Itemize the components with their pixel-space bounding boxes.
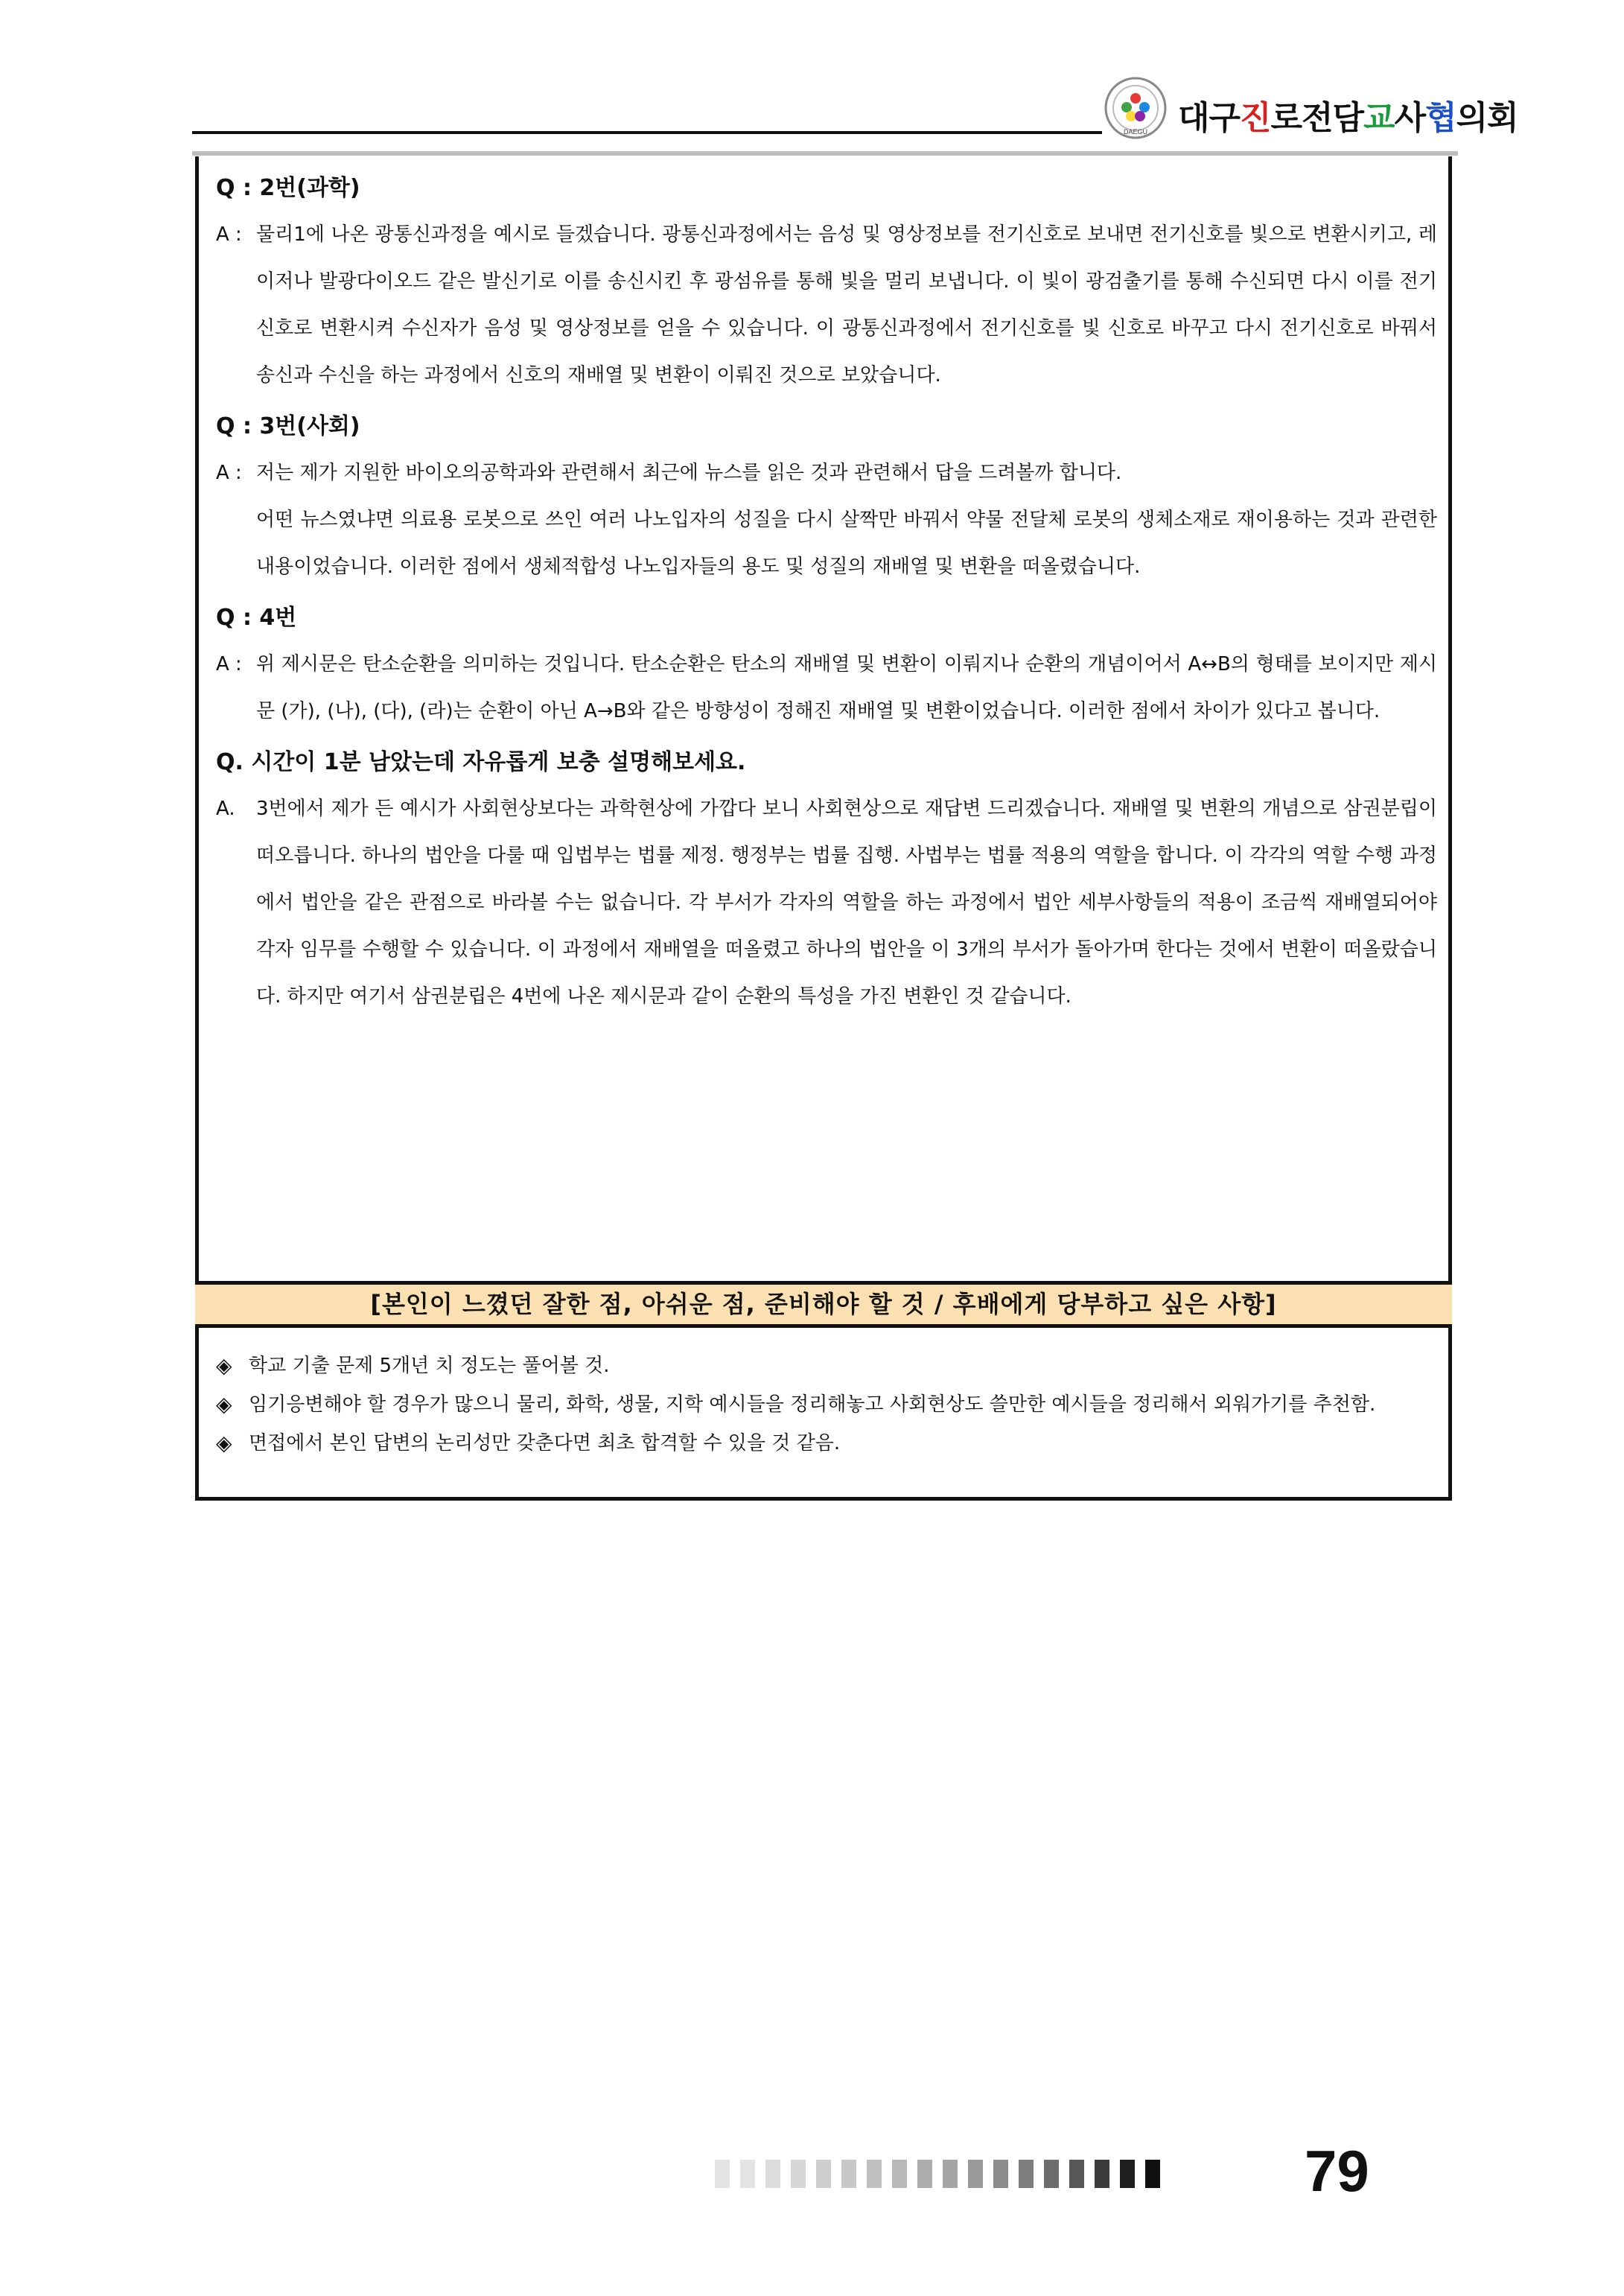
qa-item (216, 171, 1437, 399)
diamond-bullet-icon: ◈ (216, 1353, 232, 1378)
advice-item (216, 1424, 1437, 1463)
footer-bars (715, 2160, 1160, 2190)
footer-bar (765, 2160, 780, 2188)
header-rule-gray (192, 151, 1458, 156)
header-rule (192, 131, 1102, 134)
advice-item (216, 1346, 1437, 1385)
page-number: 79 (1305, 2138, 1369, 2204)
logo-text: DAEGU (1123, 128, 1148, 136)
answer (216, 641, 1437, 735)
footer-bar (816, 2160, 831, 2188)
footer-bar (740, 2160, 755, 2188)
org-logo-icon (1102, 74, 1169, 141)
footer-bar (1044, 2160, 1059, 2188)
qa-item (216, 745, 1437, 1020)
footer-bar (1069, 2160, 1084, 2188)
footer-bar (993, 2160, 1008, 2188)
answer (216, 212, 1437, 399)
qa-item (216, 410, 1437, 591)
footer-bar (867, 2160, 882, 2188)
advice-list (216, 1346, 1437, 1463)
diamond-bullet-icon: ◈ (216, 1431, 232, 1455)
footer-bar (968, 2160, 983, 2188)
footer-bar (715, 2160, 730, 2188)
footer-bar (1095, 2160, 1109, 2188)
advice-text: 임기응변해야 할 경우가 많으니 물리, 화학, 생물, 지학 예시들을 정리해놓고 사회현상도 쓸만한 예시들을 정리해서 외워가기를 추천함. (249, 1393, 1376, 1416)
footer-bar (1019, 2160, 1034, 2188)
footer-bar (943, 2160, 958, 2188)
answer-text: 3번에서 제가 든 예시가 사회현상보다는 과학현상에 가깝다 보니 사회현상으로 재답변 드리겠습니다. 재배열 및 변환의 개념으로 삼권분립이 떠오릅니다. 하나의 법안을 다룰 때 입법부는 법률 제정. 행정부는 법률 집행. 사법부는 법률 적용의 역할을 합니다. 이 각각의 역할 수행 과정에서 법안을 같은 관점으로 바라볼 수는 없습니다. 각 부서가 각자의 역할을 하는 과정에서 법안 세부사항들의 적용이 조금씩 재배열되어야 각자 임무를 수행할 수 있습니다. 이 과정에서 재배열을 떠올렸고 하나의 법안을 이 3개의 부서가 돌아가며 한다는 것에서 변환이 떠올랐습니다. 하지만 여기서 삼권분립은 4번에 나온 제시문과 같이 순환의 특성을 가진 변환인 것 같습니다. (256, 798, 1437, 1008)
advice-text: 학교 기출 문제 5개년 치 정도는 풀어볼 것. (249, 1355, 610, 1377)
question: Q : 2번(과학) (216, 175, 360, 201)
advice-item (216, 1385, 1437, 1424)
footer-bar (1145, 2160, 1160, 2188)
footer-bar (917, 2160, 932, 2188)
qa-item (216, 601, 1437, 735)
answer-prefix: A : (216, 653, 242, 675)
footer-bar (791, 2160, 806, 2188)
diamond-bullet-icon: ◈ (216, 1392, 232, 1416)
footer-bar (1120, 2160, 1135, 2188)
answer (216, 786, 1437, 1020)
question: Q : 3번(사회) (216, 413, 360, 439)
answer-prefix: A : (216, 223, 242, 246)
answer (216, 450, 1437, 497)
answer-text: 저는 제가 지원한 바이오의공학과와 관련해서 최근에 뉴스를 읽은 것과 관련해서 답을 드려볼까 합니다. (256, 462, 1122, 484)
footer-bar (892, 2160, 907, 2188)
qa-section (216, 171, 1437, 1020)
advice-text: 면접에서 본인 답변의 논리성만 갖춘다면 최초 합격할 수 있을 것 같음. (249, 1432, 841, 1454)
footer-bar (841, 2160, 856, 2188)
question: Q. 시간이 1분 남았는데 자유롭게 보충 설명해보세요. (216, 749, 746, 775)
question: Q : 4번 (216, 605, 297, 631)
answer-continuation: 어떤 뉴스였냐면 의료용 로봇으로 쓰인 여러 나노입자의 성질을 다시 살짝만 바꿔서 약물 전달체 로봇의 생체소재로 재이용하는 것과 관련한 내용이었습니다. 이러한 점에서 생체적합성 나노입자들의 용도 및 성질의 재배열 및 변환을 떠올렸습니다. (256, 509, 1437, 578)
org-name: 대구진로전담교사협의회 (1178, 99, 1518, 137)
answer-prefix: A : (216, 462, 242, 484)
answer-text: 위 제시문은 탄소순환을 의미하는 것입니다. 탄소순환은 탄소의 재배열 및 변환이 이뤄지나 순환의 개념이어서 A↔B의 형태를 보이지만 제시문 (가), (나), (다), (라)는 순환이 아닌 A→B와 같은 방향성이 정해진 재배열 및 변환이었습니다. 이러한 점에서 차이가 있다고 봅니다. (256, 653, 1437, 722)
reflection-banner: [본인이 느꼈던 잘한 점, 아쉬운 점, 준비해야 할 것 / 후배에게 당부하고 싶은 사항] (195, 1281, 1452, 1328)
answer-text: 물리1에 나온 광통신과정을 예시로 들겠습니다. 광통신과정에서는 음성 및 영상정보를 전기신호로 보내면 전기신호를 빛으로 변환시키고, 레이저나 발광다이오드 같은 발신기로 이를 송신시킨 후 광섬유를 통해 빛을 멀리 보냅니다. 이 빛이 광검출기를 통해 수신되면 다시 이를 전기신호로 변환시켜 수신자가 음성 및 영상정보를 얻을 수 있습니다. 이 광통신과정에서 전기신호를 빛 신호로 바꾸고 다시 전기신호로 바꿔서 송신과 수신을 하는 과정에서 신호의 재배열 및 변환이 이뤄진 것으로 보았습니다. (256, 223, 1437, 387)
answer-prefix: A. (216, 798, 235, 820)
